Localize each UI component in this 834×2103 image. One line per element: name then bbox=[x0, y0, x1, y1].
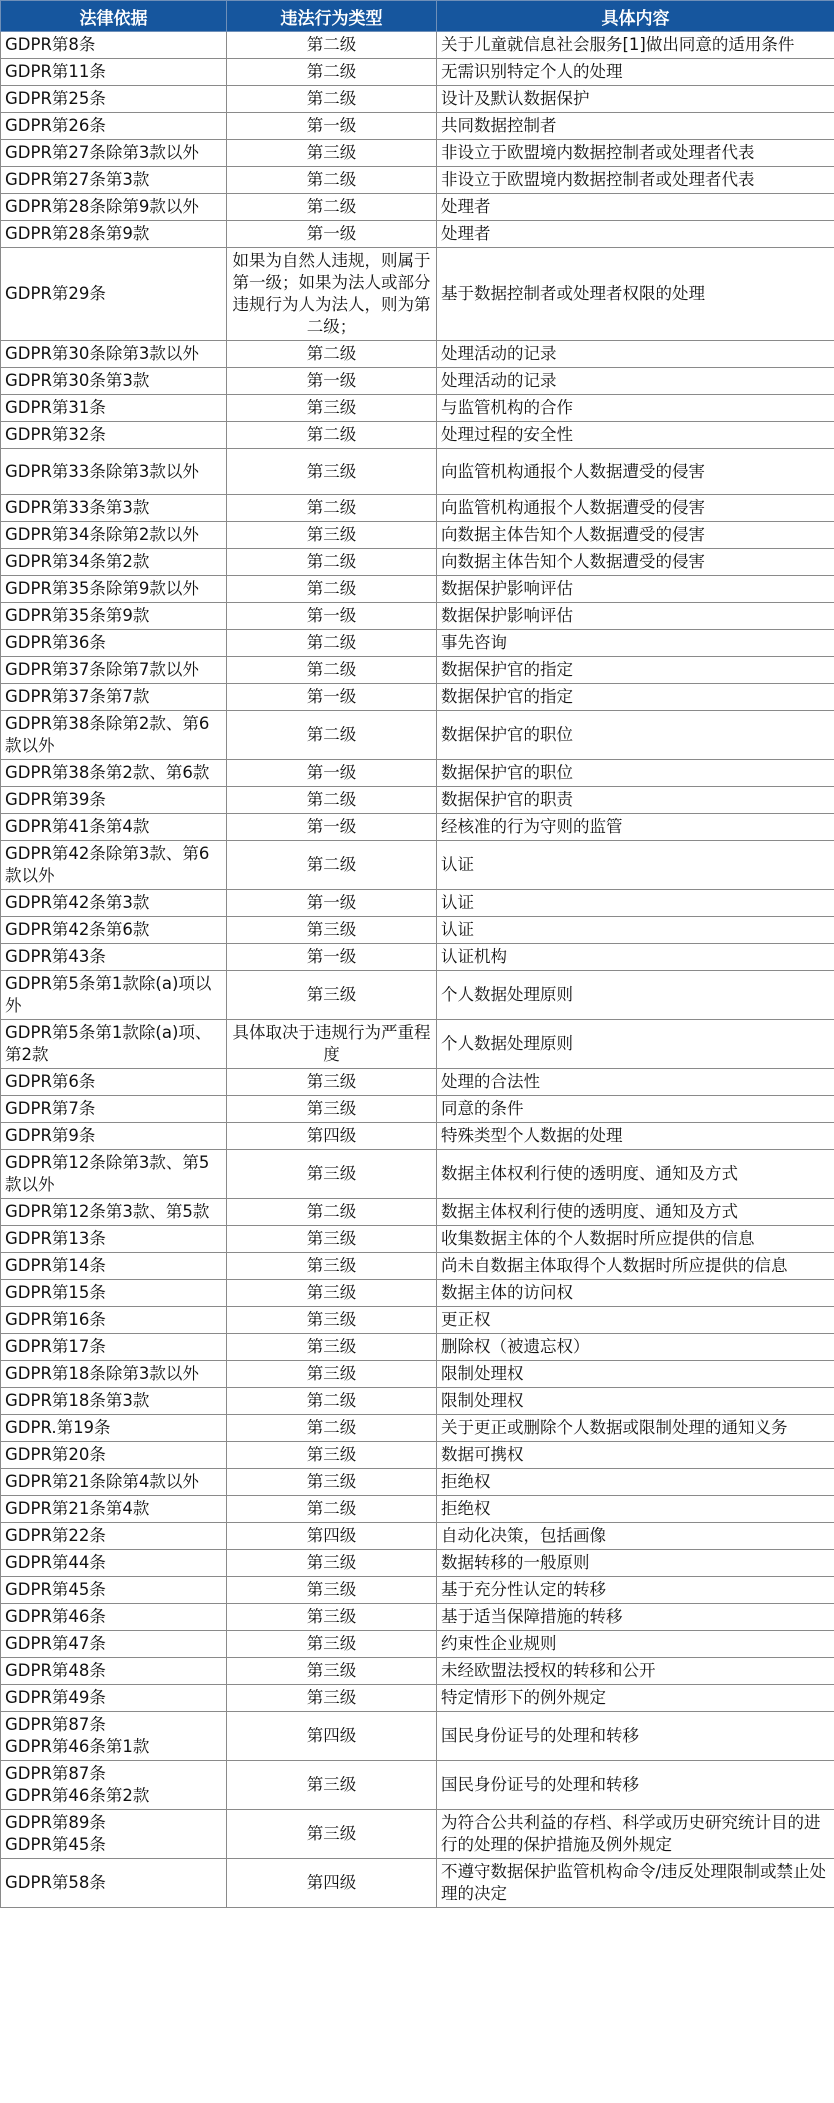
table-row bbox=[1, 657, 834, 684]
basis-cell: GDPR第87条 GDPR第46条第2款 bbox=[1, 1761, 227, 1810]
basis-cell: GDPR第33条除第3款以外 bbox=[1, 449, 227, 495]
level-cell: 第三级 bbox=[227, 1361, 437, 1388]
basis-cell: GDPR第89条 GDPR第45条 bbox=[1, 1810, 227, 1859]
basis-cell: GDPR第7条 bbox=[1, 1096, 227, 1123]
table-row bbox=[1, 841, 834, 890]
content-cell: 数据主体权利行使的透明度、通知及方式 bbox=[437, 1150, 834, 1199]
table-row bbox=[1, 1604, 834, 1631]
level-cell: 第一级 bbox=[227, 113, 437, 140]
content-cell: 事先咨询 bbox=[437, 630, 834, 657]
table-row bbox=[1, 1415, 834, 1442]
basis-cell: GDPR第20条 bbox=[1, 1442, 227, 1469]
level-cell: 第三级 bbox=[227, 1685, 437, 1712]
content-cell: 数据保护官的职位 bbox=[437, 760, 834, 787]
table-row bbox=[1, 1069, 834, 1096]
content-cell: 自动化决策，包括画像 bbox=[437, 1523, 834, 1550]
basis-cell: GDPR第41条第4款 bbox=[1, 814, 227, 841]
level-cell: 第三级 bbox=[227, 1550, 437, 1577]
table-row bbox=[1, 113, 834, 140]
level-cell: 第三级 bbox=[227, 1150, 437, 1199]
content-cell: 基于数据控制者或处理者权限的处理 bbox=[437, 248, 834, 341]
table-row bbox=[1, 1442, 834, 1469]
content-cell: 收集数据主体的个人数据时所应提供的信息 bbox=[437, 1226, 834, 1253]
table-row bbox=[1, 341, 834, 368]
basis-cell: GDPR第46条 bbox=[1, 1604, 227, 1631]
basis-cell: GDPR第16条 bbox=[1, 1307, 227, 1334]
content-cell: 数据主体的访问权 bbox=[437, 1280, 834, 1307]
basis-cell: GDPR第18条除第3款以外 bbox=[1, 1361, 227, 1388]
basis-cell: GDPR第39条 bbox=[1, 787, 227, 814]
content-cell: 处理过程的安全性 bbox=[437, 422, 834, 449]
level-cell: 第三级 bbox=[227, 1253, 437, 1280]
content-cell: 非设立于欧盟境内数据控制者或处理者代表 bbox=[437, 167, 834, 194]
content-cell: 数据保护影响评估 bbox=[437, 603, 834, 630]
content-cell: 数据保护影响评估 bbox=[437, 576, 834, 603]
table-row bbox=[1, 630, 834, 657]
header-violation-type: 违法行为类型 bbox=[227, 1, 437, 32]
level-cell: 第二级 bbox=[227, 787, 437, 814]
content-cell: 数据主体权利行使的透明度、通知及方式 bbox=[437, 1199, 834, 1226]
table-row bbox=[1, 86, 834, 113]
table-row bbox=[1, 603, 834, 630]
level-cell: 第四级 bbox=[227, 1859, 437, 1908]
content-cell: 无需识别特定个人的处理 bbox=[437, 59, 834, 86]
basis-cell: GDPR第37条第7款 bbox=[1, 684, 227, 711]
basis-cell: GDPR第6条 bbox=[1, 1069, 227, 1096]
table-row bbox=[1, 787, 834, 814]
basis-cell: GDPR第48条 bbox=[1, 1658, 227, 1685]
content-cell: 非设立于欧盟境内数据控制者或处理者代表 bbox=[437, 140, 834, 167]
content-cell: 与监管机构的合作 bbox=[437, 395, 834, 422]
content-cell: 设计及默认数据保护 bbox=[437, 86, 834, 113]
table-row bbox=[1, 1859, 834, 1908]
level-cell: 第二级 bbox=[227, 1199, 437, 1226]
basis-cell: GDPR第8条 bbox=[1, 32, 227, 59]
basis-cell: GDPR第15条 bbox=[1, 1280, 227, 1307]
level-cell: 第二级 bbox=[227, 59, 437, 86]
level-cell: 第二级 bbox=[227, 194, 437, 221]
content-cell: 国民身份证号的处理和转移 bbox=[437, 1712, 834, 1761]
table-row bbox=[1, 449, 834, 495]
content-cell: 认证 bbox=[437, 917, 834, 944]
level-cell: 第三级 bbox=[227, 917, 437, 944]
content-cell: 约束性企业规则 bbox=[437, 1631, 834, 1658]
table-row bbox=[1, 890, 834, 917]
table-row bbox=[1, 1280, 834, 1307]
basis-cell: GDPR第21条第4款 bbox=[1, 1496, 227, 1523]
table-row bbox=[1, 760, 834, 787]
table-row bbox=[1, 1150, 834, 1199]
basis-cell: GDPR第11条 bbox=[1, 59, 227, 86]
level-cell: 第三级 bbox=[227, 449, 437, 495]
content-cell: 数据保护官的职责 bbox=[437, 787, 834, 814]
level-cell: 第三级 bbox=[227, 1096, 437, 1123]
content-cell: 数据保护官的职位 bbox=[437, 711, 834, 760]
basis-cell: GDPR第28条除第9款以外 bbox=[1, 194, 227, 221]
table-row bbox=[1, 1096, 834, 1123]
table-row bbox=[1, 1685, 834, 1712]
level-cell: 第三级 bbox=[227, 1280, 437, 1307]
level-cell: 第三级 bbox=[227, 395, 437, 422]
table-row bbox=[1, 576, 834, 603]
basis-cell: GDPR第9条 bbox=[1, 1123, 227, 1150]
table-row bbox=[1, 395, 834, 422]
table-row bbox=[1, 368, 834, 395]
level-cell: 第四级 bbox=[227, 1123, 437, 1150]
table-row bbox=[1, 1020, 834, 1069]
level-cell: 第一级 bbox=[227, 368, 437, 395]
content-cell: 特殊类型个人数据的处理 bbox=[437, 1123, 834, 1150]
table-row bbox=[1, 221, 834, 248]
basis-cell: GDPR第12条第3款、第5款 bbox=[1, 1199, 227, 1226]
level-cell: 第一级 bbox=[227, 684, 437, 711]
content-cell: 认证 bbox=[437, 890, 834, 917]
basis-cell: GDPR第34条第2款 bbox=[1, 549, 227, 576]
table-row bbox=[1, 1810, 834, 1859]
basis-cell: GDPR第35条第9款 bbox=[1, 603, 227, 630]
level-cell: 第二级 bbox=[227, 341, 437, 368]
content-cell: 向数据主体告知个人数据遭受的侵害 bbox=[437, 549, 834, 576]
level-cell: 第三级 bbox=[227, 1810, 437, 1859]
table-row bbox=[1, 944, 834, 971]
level-cell: 第三级 bbox=[227, 1069, 437, 1096]
basis-cell: GDPR第5条第1款除(a)项以外 bbox=[1, 971, 227, 1020]
level-cell: 第二级 bbox=[227, 630, 437, 657]
level-cell: 第三级 bbox=[227, 140, 437, 167]
content-cell: 个人数据处理原则 bbox=[437, 971, 834, 1020]
level-cell: 第三级 bbox=[227, 522, 437, 549]
content-cell: 基于充分性认定的转移 bbox=[437, 1577, 834, 1604]
table-row bbox=[1, 1226, 834, 1253]
content-cell: 同意的条件 bbox=[437, 1096, 834, 1123]
content-cell: 限制处理权 bbox=[437, 1361, 834, 1388]
table-row bbox=[1, 522, 834, 549]
level-cell: 第二级 bbox=[227, 167, 437, 194]
level-cell: 第三级 bbox=[227, 1577, 437, 1604]
basis-cell: GDPR第42条第6款 bbox=[1, 917, 227, 944]
table-row bbox=[1, 59, 834, 86]
level-cell: 第二级 bbox=[227, 495, 437, 522]
content-cell: 删除权（被遗忘权） bbox=[437, 1334, 834, 1361]
level-cell: 第三级 bbox=[227, 971, 437, 1020]
level-cell: 具体取决于违规行为严重程度 bbox=[227, 1020, 437, 1069]
basis-cell: GDPR第5条第1款除(a)项、第2款 bbox=[1, 1020, 227, 1069]
content-cell: 更正权 bbox=[437, 1307, 834, 1334]
content-cell: 基于适当保障措施的转移 bbox=[437, 1604, 834, 1631]
level-cell: 第二级 bbox=[227, 576, 437, 603]
level-cell: 第二级 bbox=[227, 711, 437, 760]
table-row bbox=[1, 1550, 834, 1577]
level-cell: 第三级 bbox=[227, 1658, 437, 1685]
content-cell: 认证机构 bbox=[437, 944, 834, 971]
basis-cell: GDPR第32条 bbox=[1, 422, 227, 449]
content-cell: 向监管机构通报个人数据遭受的侵害 bbox=[437, 449, 834, 495]
header-legal-basis: 法律依据 bbox=[1, 1, 227, 32]
content-cell: 数据保护官的指定 bbox=[437, 684, 834, 711]
table-row bbox=[1, 684, 834, 711]
basis-cell: GDPR.第19条 bbox=[1, 1415, 227, 1442]
level-cell: 第一级 bbox=[227, 944, 437, 971]
table-row bbox=[1, 495, 834, 522]
basis-cell: GDPR第27条第3款 bbox=[1, 167, 227, 194]
level-cell: 第二级 bbox=[227, 841, 437, 890]
basis-cell: GDPR第58条 bbox=[1, 1859, 227, 1908]
table-row bbox=[1, 1469, 834, 1496]
level-cell: 第三级 bbox=[227, 1469, 437, 1496]
content-cell: 认证 bbox=[437, 841, 834, 890]
basis-cell: GDPR第37条除第7款以外 bbox=[1, 657, 227, 684]
basis-cell: GDPR第26条 bbox=[1, 113, 227, 140]
basis-cell: GDPR第31条 bbox=[1, 395, 227, 422]
table-row bbox=[1, 1712, 834, 1761]
basis-cell: GDPR第42条除第3款、第6款以外 bbox=[1, 841, 227, 890]
content-cell: 个人数据处理原则 bbox=[437, 1020, 834, 1069]
basis-cell: GDPR第21条除第4款以外 bbox=[1, 1469, 227, 1496]
level-cell: 第三级 bbox=[227, 1226, 437, 1253]
basis-cell: GDPR第47条 bbox=[1, 1631, 227, 1658]
table-row bbox=[1, 1631, 834, 1658]
table-row bbox=[1, 1523, 834, 1550]
table-row bbox=[1, 1577, 834, 1604]
table-row bbox=[1, 1658, 834, 1685]
content-cell: 未经欧盟法授权的转移和公开 bbox=[437, 1658, 834, 1685]
level-cell: 第一级 bbox=[227, 603, 437, 630]
table-row bbox=[1, 1334, 834, 1361]
level-cell: 第二级 bbox=[227, 1496, 437, 1523]
content-cell: 关于更正或删除个人数据或限制处理的通知义务 bbox=[437, 1415, 834, 1442]
level-cell: 第一级 bbox=[227, 221, 437, 248]
basis-cell: GDPR第36条 bbox=[1, 630, 227, 657]
content-cell: 向监管机构通报个人数据遭受的侵害 bbox=[437, 495, 834, 522]
level-cell: 第三级 bbox=[227, 1307, 437, 1334]
table-row bbox=[1, 422, 834, 449]
level-cell: 第三级 bbox=[227, 1604, 437, 1631]
table-row bbox=[1, 1307, 834, 1334]
content-cell: 关于儿童就信息社会服务[1]做出同意的适用条件 bbox=[437, 32, 834, 59]
header-specific-content: 具体内容 bbox=[437, 1, 834, 32]
content-cell: 经核准的行为守则的监管 bbox=[437, 814, 834, 841]
basis-cell: GDPR第34条除第2款以外 bbox=[1, 522, 227, 549]
basis-cell: GDPR第28条第9款 bbox=[1, 221, 227, 248]
content-cell: 处理者 bbox=[437, 194, 834, 221]
level-cell: 第二级 bbox=[227, 86, 437, 113]
level-cell: 第三级 bbox=[227, 1442, 437, 1469]
level-cell: 第一级 bbox=[227, 890, 437, 917]
table-row bbox=[1, 194, 834, 221]
basis-cell: GDPR第35条除第9款以外 bbox=[1, 576, 227, 603]
content-cell: 共同数据控制者 bbox=[437, 113, 834, 140]
level-cell: 第二级 bbox=[227, 32, 437, 59]
table-row bbox=[1, 814, 834, 841]
basis-cell: GDPR第43条 bbox=[1, 944, 227, 971]
content-cell: 数据转移的一般原则 bbox=[437, 1550, 834, 1577]
basis-cell: GDPR第42条第3款 bbox=[1, 890, 227, 917]
table-header-row bbox=[1, 1, 834, 32]
level-cell: 第二级 bbox=[227, 549, 437, 576]
content-cell: 不遵守数据保护监管机构命令/违反处理限制或禁止处理的决定 bbox=[437, 1859, 834, 1908]
table-row bbox=[1, 140, 834, 167]
table-body bbox=[1, 32, 834, 1908]
table-row bbox=[1, 917, 834, 944]
content-cell: 特定情形下的例外规定 bbox=[437, 1685, 834, 1712]
content-cell: 国民身份证号的处理和转移 bbox=[437, 1761, 834, 1810]
basis-cell: GDPR第27条除第3款以外 bbox=[1, 140, 227, 167]
table-row bbox=[1, 32, 834, 59]
basis-cell: GDPR第30条除第3款以外 bbox=[1, 341, 227, 368]
content-cell: 限制处理权 bbox=[437, 1388, 834, 1415]
level-cell: 第二级 bbox=[227, 1415, 437, 1442]
basis-cell: GDPR第38条除第2款、第6款以外 bbox=[1, 711, 227, 760]
basis-cell: GDPR第14条 bbox=[1, 1253, 227, 1280]
table-row bbox=[1, 1253, 834, 1280]
table-row bbox=[1, 1388, 834, 1415]
basis-cell: GDPR第49条 bbox=[1, 1685, 227, 1712]
table-row bbox=[1, 248, 834, 341]
content-cell: 数据保护官的指定 bbox=[437, 657, 834, 684]
basis-cell: GDPR第30条第3款 bbox=[1, 368, 227, 395]
basis-cell: GDPR第87条 GDPR第46条第1款 bbox=[1, 1712, 227, 1761]
basis-cell: GDPR第17条 bbox=[1, 1334, 227, 1361]
table-row bbox=[1, 711, 834, 760]
table-row bbox=[1, 167, 834, 194]
content-cell: 向数据主体告知个人数据遭受的侵害 bbox=[437, 522, 834, 549]
content-cell: 处理者 bbox=[437, 221, 834, 248]
level-cell: 第四级 bbox=[227, 1523, 437, 1550]
content-cell: 拒绝权 bbox=[437, 1496, 834, 1523]
content-cell: 拒绝权 bbox=[437, 1469, 834, 1496]
table-row bbox=[1, 1496, 834, 1523]
table-row bbox=[1, 1761, 834, 1810]
table-row bbox=[1, 1361, 834, 1388]
basis-cell: GDPR第44条 bbox=[1, 1550, 227, 1577]
basis-cell: GDPR第25条 bbox=[1, 86, 227, 113]
level-cell: 第三级 bbox=[227, 1631, 437, 1658]
basis-cell: GDPR第18条第3款 bbox=[1, 1388, 227, 1415]
basis-cell: GDPR第45条 bbox=[1, 1577, 227, 1604]
table-row bbox=[1, 549, 834, 576]
content-cell: 处理的合法性 bbox=[437, 1069, 834, 1096]
basis-cell: GDPR第12条除第3款、第5款以外 bbox=[1, 1150, 227, 1199]
content-cell: 为符合公共利益的存档、科学或历史研究统计目的进行的处理的保护措施及例外规定 bbox=[437, 1810, 834, 1859]
content-cell: 数据可携权 bbox=[437, 1442, 834, 1469]
level-cell: 第一级 bbox=[227, 814, 437, 841]
basis-cell: GDPR第13条 bbox=[1, 1226, 227, 1253]
basis-cell: GDPR第33条第3款 bbox=[1, 495, 227, 522]
level-cell: 第三级 bbox=[227, 1761, 437, 1810]
basis-cell: GDPR第29条 bbox=[1, 248, 227, 341]
level-cell: 第三级 bbox=[227, 1334, 437, 1361]
basis-cell: GDPR第38条第2款、第6款 bbox=[1, 760, 227, 787]
table-row bbox=[1, 1199, 834, 1226]
level-cell: 第二级 bbox=[227, 1388, 437, 1415]
level-cell: 第二级 bbox=[227, 657, 437, 684]
table-row bbox=[1, 971, 834, 1020]
content-cell: 处理活动的记录 bbox=[437, 341, 834, 368]
level-cell: 第四级 bbox=[227, 1712, 437, 1761]
content-cell: 处理活动的记录 bbox=[437, 368, 834, 395]
table-row bbox=[1, 1123, 834, 1150]
content-cell: 尚未自数据主体取得个人数据时所应提供的信息 bbox=[437, 1253, 834, 1280]
level-cell: 第一级 bbox=[227, 760, 437, 787]
level-cell: 第二级 bbox=[227, 422, 437, 449]
basis-cell: GDPR第22条 bbox=[1, 1523, 227, 1550]
level-cell: 如果为自然人违规，则属于第一级；如果为法人或部分违规行为人为法人，则为第二级； bbox=[227, 248, 437, 341]
